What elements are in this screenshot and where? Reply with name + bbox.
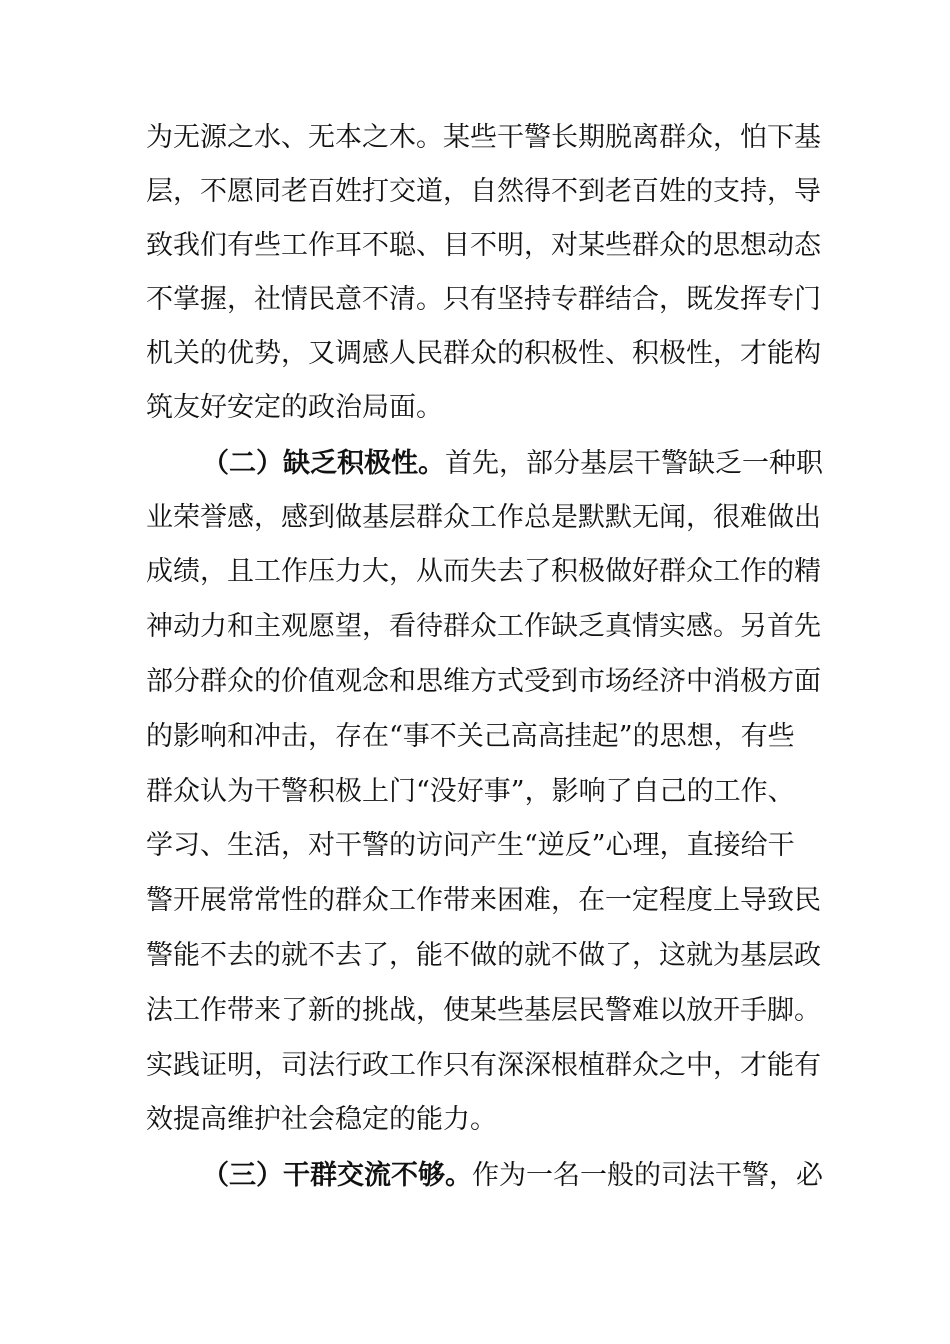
- paragraph-text: 作为一名一般的司法干警，必: [472, 1160, 823, 1191]
- section-heading: （二）缺乏积极性。: [202, 448, 445, 479]
- paragraph-line: 致我们有些工作耳不聪、目不明，对某些群众的思想动态: [146, 230, 821, 261]
- paragraph-line: 不掌握，社情民意不清。只有坚持专群结合，既发挥专门: [146, 284, 821, 315]
- paragraph-line: 机关的优势，又调感人民群众的积极性、积极性，才能构: [146, 338, 821, 369]
- paragraph-first-line: [202, 1156, 823, 1196]
- paragraph-line: 成绩，且工作压力大，从而失去了积极做好群众工作的精: [146, 556, 821, 587]
- paragraph-line: 学习、生活，对干警的访问产生“逆反”心理，直接给干: [146, 830, 795, 861]
- paragraph-line: 法工作带来了新的挑战，使某些基层民警难以放开手脚。: [146, 995, 821, 1026]
- paragraph-line: 的影响和冲击，存在“事不关己高高挂起”的思想，有些: [146, 721, 795, 752]
- paragraph-line: 实践证明，司法行政工作只有深深根植群众之中，才能有: [146, 1050, 821, 1081]
- paragraph-line: 层，不愿同老百姓打交道，自然得不到老百姓的支持，导: [146, 176, 821, 207]
- paragraph-line: 业荣誉感，感到做基层群众工作总是默默无闻，很难做出: [146, 502, 821, 533]
- paragraph-line: 警开展常常性的群众工作带来困难，在一定程度上导致民: [146, 885, 821, 916]
- paragraph-line: 为无源之水、无本之木。某些干警长期脱离群众，怕下基: [146, 122, 821, 153]
- paragraph-first-line: [202, 444, 823, 484]
- paragraph-line: 神动力和主观愿望，看待群众工作缺乏真情实感。另首先: [146, 611, 821, 642]
- paragraph-line: 筑友好安定的政治局面。: [146, 392, 443, 423]
- paragraph-text: 首先，部分基层干警缺乏一种职: [445, 448, 823, 479]
- paragraph-line: 警能不去的就不去了，能不做的就不做了，这就为基层政: [146, 940, 821, 971]
- section-heading: （三）干群交流不够。: [202, 1160, 472, 1191]
- paragraph-line: 部分群众的价值观念和思维方式受到市场经济中消极方面: [146, 666, 821, 697]
- paragraph-line: 群众认为干警积极上门“没好事”，影响了自己的工作、: [146, 776, 795, 807]
- paragraph-line: 效提高维护社会稳定的能力。: [146, 1104, 497, 1135]
